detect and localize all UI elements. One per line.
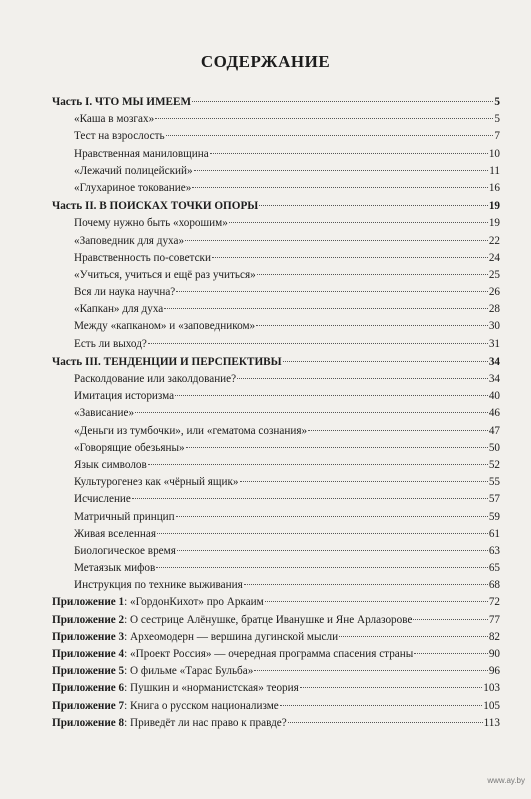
page-title: СОДЕРЖАНИЕ — [200, 52, 331, 71]
page-number: 77 — [488, 613, 500, 626]
dot-leader — [339, 636, 488, 637]
appendix-number: Приложение 7 — [52, 699, 125, 712]
dot-leader — [259, 205, 488, 206]
appendix-number: Приложение 6 — [52, 682, 125, 695]
dot-leader — [237, 378, 488, 379]
toc-appendix-entry — [52, 663, 500, 680]
page-number: 19 — [488, 200, 500, 213]
appendix-title: : «ГордонКихот» про Аркаим — [124, 596, 264, 609]
dot-leader — [176, 516, 488, 517]
toc-entry-title — [52, 612, 412, 629]
page-number: 63 — [488, 544, 500, 557]
toc-entry-title: Исчисление — [74, 493, 131, 506]
toc-entry-title: Тест на взрослость — [74, 130, 165, 143]
toc-entry-title — [52, 629, 338, 646]
appendix-number: Приложение 2 — [52, 613, 125, 626]
dot-leader — [148, 464, 488, 465]
toc-entry — [52, 128, 500, 145]
page-number: 113 — [483, 716, 500, 729]
watermark: www.ay.by — [487, 776, 525, 785]
dot-leader — [155, 118, 493, 119]
toc-entry — [52, 284, 500, 301]
toc-entry-title: Почему нужно быть «хорошим» — [74, 217, 228, 230]
page-number: 5 — [494, 96, 500, 108]
toc-entry — [52, 526, 500, 543]
toc-entry-title: Инструкция по технике выживания — [74, 579, 243, 592]
page-number: 103 — [483, 682, 500, 695]
toc-entry-title: «Каша в мозгах» — [74, 113, 155, 126]
page-number: 90 — [488, 648, 500, 660]
toc-entry-title: «Капкан» для духа — [74, 303, 164, 316]
toc-part-entry — [52, 354, 500, 371]
toc-appendix-entry — [52, 594, 500, 611]
toc-entry-title: «Глухариное токование» — [74, 181, 192, 194]
dot-leader — [210, 153, 488, 154]
toc-entry — [52, 577, 500, 594]
toc-entry — [52, 388, 500, 405]
toc-entry — [52, 405, 500, 422]
toc-entry-title — [52, 646, 413, 663]
dot-leader — [254, 670, 488, 671]
page-number: 16 — [488, 181, 500, 194]
page-number: 65 — [488, 562, 500, 575]
dot-leader — [135, 412, 488, 413]
page-number: 34 — [488, 373, 500, 385]
page-number: 11 — [489, 164, 500, 177]
dot-leader — [148, 343, 488, 344]
toc-entry-title: Есть ли выход? — [74, 337, 147, 350]
toc-entry-title — [52, 715, 287, 732]
toc-entry — [52, 509, 500, 526]
dot-leader — [229, 222, 488, 223]
dot-leader — [185, 240, 488, 241]
dot-leader — [244, 584, 488, 585]
dot-leader — [413, 619, 487, 620]
appendix-title: : Книга о русском национализме — [124, 699, 279, 712]
toc-appendix-entry — [52, 680, 500, 697]
toc-entry — [52, 543, 500, 560]
dot-leader — [157, 533, 488, 534]
appendix-title: : О сестрице Алёнушке, братце Иванушке и Яне Арлазорове — [124, 613, 413, 626]
appendix-number: Приложение 5 — [52, 665, 125, 678]
appendix-number: Приложение 3 — [52, 630, 125, 643]
page-number: 26 — [488, 286, 500, 299]
toc-entry-title — [52, 663, 253, 680]
toc-entry — [52, 423, 500, 440]
toc-entry — [52, 318, 500, 335]
toc-entry — [52, 163, 500, 180]
toc-entry — [52, 560, 500, 577]
toc-entry — [52, 180, 500, 197]
page-number: 19 — [488, 217, 500, 230]
page-number: 31 — [488, 337, 500, 350]
appendix-number: Приложение 4 — [52, 648, 125, 660]
toc-entry-title: Между «капканом» и «заповедником» — [74, 320, 256, 333]
page-number: 61 — [488, 527, 500, 540]
dot-leader — [186, 447, 488, 448]
page-number: 57 — [488, 493, 500, 506]
toc-entry — [52, 440, 500, 457]
toc-entry-title: Часть II. В ПОИСКАХ ТОЧКИ ОПОРЫ — [52, 200, 259, 213]
dot-leader — [280, 705, 482, 706]
toc-entry-title: Биологическое время — [74, 544, 176, 557]
toc-entry — [52, 111, 500, 128]
toc-part-entry — [52, 94, 500, 111]
toc-entry-title: Матричный принцип — [74, 510, 175, 523]
toc-entry — [52, 491, 500, 508]
page-number: 46 — [488, 407, 500, 420]
toc-entry — [52, 215, 500, 232]
dot-leader — [414, 653, 488, 654]
dot-leader — [164, 308, 488, 309]
toc-entry — [52, 457, 500, 474]
page-number: 82 — [488, 630, 500, 643]
dot-leader — [300, 687, 482, 688]
page-number: 10 — [488, 147, 500, 160]
page-number: 105 — [483, 699, 500, 712]
toc-entry-title — [52, 594, 264, 611]
page-number: 47 — [488, 424, 500, 437]
page-number: 59 — [488, 510, 500, 523]
toc-entry — [52, 267, 500, 284]
dot-leader — [257, 274, 488, 275]
page-number: 55 — [488, 476, 500, 489]
page-number: 30 — [488, 320, 500, 333]
page-number: 7 — [494, 130, 500, 143]
toc-entry-title — [52, 698, 279, 715]
appendix-number: Приложение 8 — [52, 716, 125, 729]
dot-leader — [265, 601, 488, 602]
dot-leader — [192, 187, 488, 188]
dot-leader — [176, 291, 488, 292]
dot-leader — [177, 550, 488, 551]
page-number: 24 — [488, 251, 500, 264]
toc-part-entry — [52, 198, 500, 215]
toc-entry — [52, 146, 500, 163]
appendix-number: Приложение 1 — [52, 596, 125, 609]
toc-entry-title: Часть III. ТЕНДЕНЦИИ И ПЕРСПЕКТИВЫ — [52, 355, 282, 368]
appendix-title: : Пушкин и «норманистская» теория — [124, 682, 299, 695]
toc-entry — [52, 301, 500, 318]
toc-entry-title: Культурогенез как «чёрный ящик» — [74, 476, 239, 489]
appendix-title: : «Проект Россия» — очередная программа спасения страны — [124, 648, 414, 660]
appendix-title: : Археомодерн — вершина дугинской мысли — [124, 630, 339, 643]
dot-leader — [132, 498, 488, 499]
toc-entry-title: Часть I. ЧТО МЫ ИМЕЕМ — [52, 96, 192, 108]
dot-leader — [283, 361, 488, 362]
page-number: 22 — [488, 234, 500, 247]
toc-appendix-entry — [52, 612, 500, 629]
page-number: 28 — [488, 303, 500, 316]
dot-leader — [240, 481, 488, 482]
page-number: 52 — [488, 458, 500, 471]
toc-entry — [52, 336, 500, 353]
dot-leader — [256, 325, 488, 326]
toc-entry-title: «Говорящие обезьяны» — [74, 441, 185, 454]
page-number: 25 — [488, 268, 500, 281]
toc-entry — [52, 233, 500, 250]
page-number: 68 — [488, 579, 500, 592]
toc-entry-title: Имитация историзма — [74, 390, 175, 403]
dot-leader — [212, 257, 488, 258]
dot-leader — [175, 395, 488, 396]
page-number: 34 — [488, 355, 500, 368]
toc-entry-title: Метаязык мифов — [74, 562, 156, 575]
toc-entry-title — [52, 680, 299, 697]
dot-leader — [192, 101, 493, 102]
page-number: 40 — [488, 390, 500, 403]
dot-leader — [156, 567, 488, 568]
appendix-title: : Приведёт ли нас право к правде? — [124, 716, 287, 729]
appendix-title: : О фильме «Тарас Бульба» — [124, 665, 254, 678]
toc-entry-title: «Учиться, учиться и ещё раз учиться» — [74, 268, 256, 281]
page-number: 72 — [488, 596, 500, 609]
page-number: 96 — [488, 665, 500, 678]
toc-entry-title: «Зависание» — [74, 407, 135, 420]
toc-entry-title: Расколдование или заколдование? — [74, 373, 237, 385]
toc-entry-title: Нравственность по-советски — [74, 251, 211, 264]
dot-leader — [308, 430, 488, 431]
page-number: 50 — [488, 441, 500, 454]
page-number: 5 — [494, 113, 500, 126]
toc-entry — [52, 371, 500, 388]
toc-appendix-entry — [52, 715, 500, 732]
toc-appendix-entry — [52, 698, 500, 715]
toc-entry — [52, 474, 500, 491]
toc-entry-title: Нравственная маниловщина — [74, 147, 209, 160]
toc-appendix-entry — [52, 646, 500, 663]
dot-leader — [288, 722, 483, 723]
dot-leader — [166, 135, 494, 136]
toc-entry-title: Живая вселенная — [74, 527, 156, 540]
dot-leader — [194, 170, 489, 171]
toc-appendix-entry — [52, 629, 500, 646]
toc-entry-title: Вся ли наука научна? — [74, 286, 176, 299]
toc-entry — [52, 250, 500, 267]
toc-entry-title: Язык символов — [74, 458, 147, 471]
toc-entry-title: «Заповедник для духа» — [74, 234, 185, 247]
toc-entry-title: «Лежачий полицейский» — [74, 164, 193, 177]
table-of-contents — [52, 93, 500, 732]
toc-entry-title: «Деньги из тумбочки», или «гематома сознания» — [74, 424, 308, 437]
